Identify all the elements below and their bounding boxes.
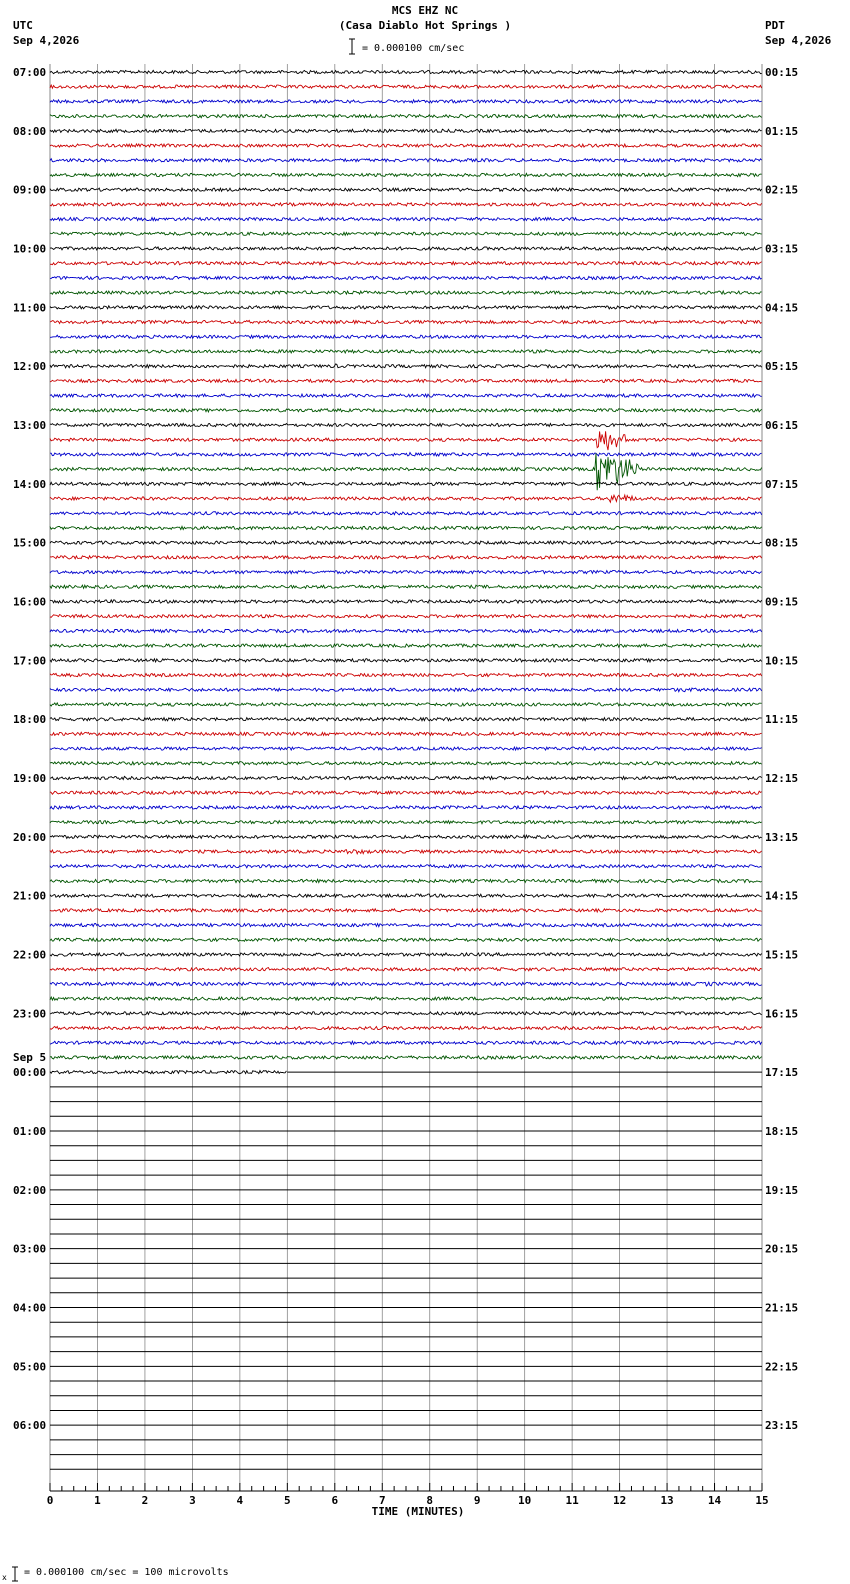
utc-hour-label: 11:00 [13,301,47,315]
seismic-trace [50,1071,286,1074]
pdt-hour-label: 13:15 [765,830,799,844]
left-timezone: UTC [13,19,33,32]
seismic-trace [50,1012,762,1015]
pdt-hour-label: 11:15 [765,713,799,727]
seismic-trace [50,835,762,838]
seismic-trace [50,203,762,206]
svg-text:x: x [2,1573,7,1582]
seismic-trace [50,600,762,603]
seismic-trace [50,262,762,265]
seismic-trace [50,659,762,662]
x-tick-label: 7 [378,1494,386,1507]
utc-hour-label: 06:00 [13,1419,47,1433]
seismic-trace [50,938,762,941]
utc-hour-label: 07:00 [13,66,47,79]
x-tick-label: 12 [612,1494,627,1507]
utc-hour-label: 12:00 [13,360,47,374]
seismic-trace [50,982,762,986]
left-date: Sep 4,2026 [13,34,80,47]
seismic-trace [50,924,762,927]
x-tick-label: 14 [707,1494,722,1507]
footer-scale-label: = 0.000100 cm/sec = 100 microvolts [24,1567,229,1578]
seismic-trace [50,335,762,338]
seismic-trace [50,431,762,450]
utc-hour-label: 00:00 [13,1066,47,1080]
seismic-trace [50,320,762,323]
seismic-trace [50,100,762,103]
x-tick-label: 9 [473,1494,481,1507]
seismic-trace [50,350,762,353]
x-tick-label: 1 [94,1494,101,1507]
pdt-hour-label: 10:15 [765,654,799,668]
seismic-trace [50,615,762,618]
x-tick-label: 13 [660,1494,674,1507]
scale-label: = 0.000100 cm/sec [362,43,465,54]
seismic-trace [50,1026,762,1029]
x-axis-label: TIME (MINUTES) [371,1505,465,1518]
seismic-trace [50,70,762,73]
seismic-trace [50,423,762,426]
seismic-trace [50,364,762,368]
pdt-hour-label: 02:15 [765,183,799,197]
seismic-trace [50,953,762,956]
pdt-hour-label: 12:15 [765,772,799,785]
x-tick-label: 2 [141,1494,149,1507]
utc-hour-label: 18:00 [13,713,47,727]
seismic-trace [50,159,762,162]
seismic-trace [50,453,762,490]
seismic-trace [50,526,762,529]
pdt-hour-label: 06:15 [765,419,799,432]
seismic-trace [50,556,762,559]
x-tick-label: 15 [755,1494,769,1507]
seismic-trace [50,115,762,118]
utc-hour-label: 16:00 [13,595,47,609]
seismic-trace [50,453,762,457]
seismic-trace [50,1056,762,1059]
utc-hour-label: 08:00 [13,124,47,138]
pdt-hour-label: 05:15 [765,360,799,374]
footer-scale-bar-icon [2,1565,22,1583]
seismic-trace [50,571,762,574]
seismic-trace [50,879,762,882]
seismic-trace [50,909,762,912]
seismic-trace [50,791,762,794]
pdt-hour-label: 17:15 [765,1066,799,1080]
pdt-hour-label: 20:15 [765,1242,799,1256]
seismic-trace [50,1041,762,1044]
seismic-trace [50,306,762,309]
seismic-trace [50,747,762,750]
seismic-trace [50,232,762,235]
x-tick-label: 11 [565,1494,579,1507]
utc-hour-label: 17:00 [13,654,47,668]
station-title: MCS EHZ NC [391,4,459,17]
seismic-trace [50,291,762,294]
utc-hour-label: 21:00 [13,889,47,903]
pdt-hour-label: 21:15 [765,1301,799,1315]
utc-hour-label: 13:00 [13,419,47,432]
pdt-hour-label: 03:15 [765,242,799,256]
seismic-trace [50,585,762,588]
seismic-trace [50,495,762,502]
pdt-hour-label: 16:15 [765,1007,799,1021]
utc-hour-label: 15:00 [13,536,47,550]
x-tick-label: 5 [284,1494,291,1507]
seismic-trace [50,850,762,854]
utc-hour-label: 22:00 [13,948,47,962]
seismic-trace [50,732,762,735]
seismic-trace [50,968,762,971]
seismic-trace [50,865,762,868]
seismic-trace [50,644,762,647]
utc-hour-label: 10:00 [13,242,47,256]
pdt-hour-label: 01:15 [765,124,799,138]
seismic-trace [50,776,762,779]
pdt-hour-label: 09:15 [765,595,799,609]
seismic-trace [50,673,762,676]
seismic-trace [50,541,762,544]
seismic-trace [50,144,762,147]
utc-hour-label: 02:00 [13,1183,47,1197]
seismic-trace [50,894,762,897]
seismic-trace [50,394,762,397]
utc-hour-label: 03:00 [13,1242,47,1256]
site-subtitle: (Casa Diablo Hot Springs ) [338,19,512,32]
seismic-trace [50,276,762,279]
utc-hour-label: 05:00 [13,1360,47,1374]
x-tick-label: 8 [426,1494,434,1507]
x-tick-label: 0 [46,1494,54,1507]
seismic-trace [50,806,762,809]
utc-hour-label: 14:00 [13,477,47,491]
seismic-trace [50,629,762,632]
x-tick-label: 4 [236,1494,244,1507]
seismic-trace [50,997,762,1000]
utc-hour-label: 20:00 [13,830,47,844]
pdt-hour-label: 08:15 [765,536,799,550]
seismic-trace [50,85,762,88]
pdt-hour-label: 00:15 [765,66,799,79]
seismic-trace [50,218,762,221]
utc-hour-label: 01:00 [13,1125,47,1138]
date-change-label: Sep 5 [13,1051,47,1065]
seismic-trace [50,482,762,485]
pdt-hour-label: 19:15 [765,1183,799,1197]
utc-hour-label: 19:00 [13,772,47,785]
pdt-hour-label: 18:15 [765,1125,799,1138]
seismic-trace [50,512,762,515]
pdt-hour-label: 04:15 [765,301,799,315]
seismic-trace [50,247,762,250]
x-tick-label: 3 [189,1494,196,1507]
seismic-trace [50,762,762,765]
seismic-trace [50,379,762,382]
pdt-hour-label: 14:15 [765,889,799,903]
pdt-hour-label: 15:15 [765,948,799,962]
right-date: Sep 4,2026 [765,34,832,47]
utc-hour-label: 09:00 [13,183,47,197]
pdt-hour-label: 22:15 [765,1360,799,1374]
seismic-trace [50,718,762,721]
x-tick-label: 6 [331,1494,339,1507]
pdt-hour-label: 07:15 [765,477,799,491]
seismic-trace [50,703,762,706]
seismic-trace [50,688,762,692]
seismic-trace [50,821,762,824]
seismic-trace [50,409,762,412]
x-tick-label: 10 [518,1494,532,1507]
seismic-trace [50,129,762,132]
utc-hour-label: 04:00 [13,1301,47,1315]
seismic-trace [50,173,762,176]
right-timezone: PDT [765,19,785,32]
pdt-hour-label: 23:15 [765,1419,799,1433]
utc-hour-label: 23:00 [13,1007,47,1021]
seismic-trace [50,188,762,191]
